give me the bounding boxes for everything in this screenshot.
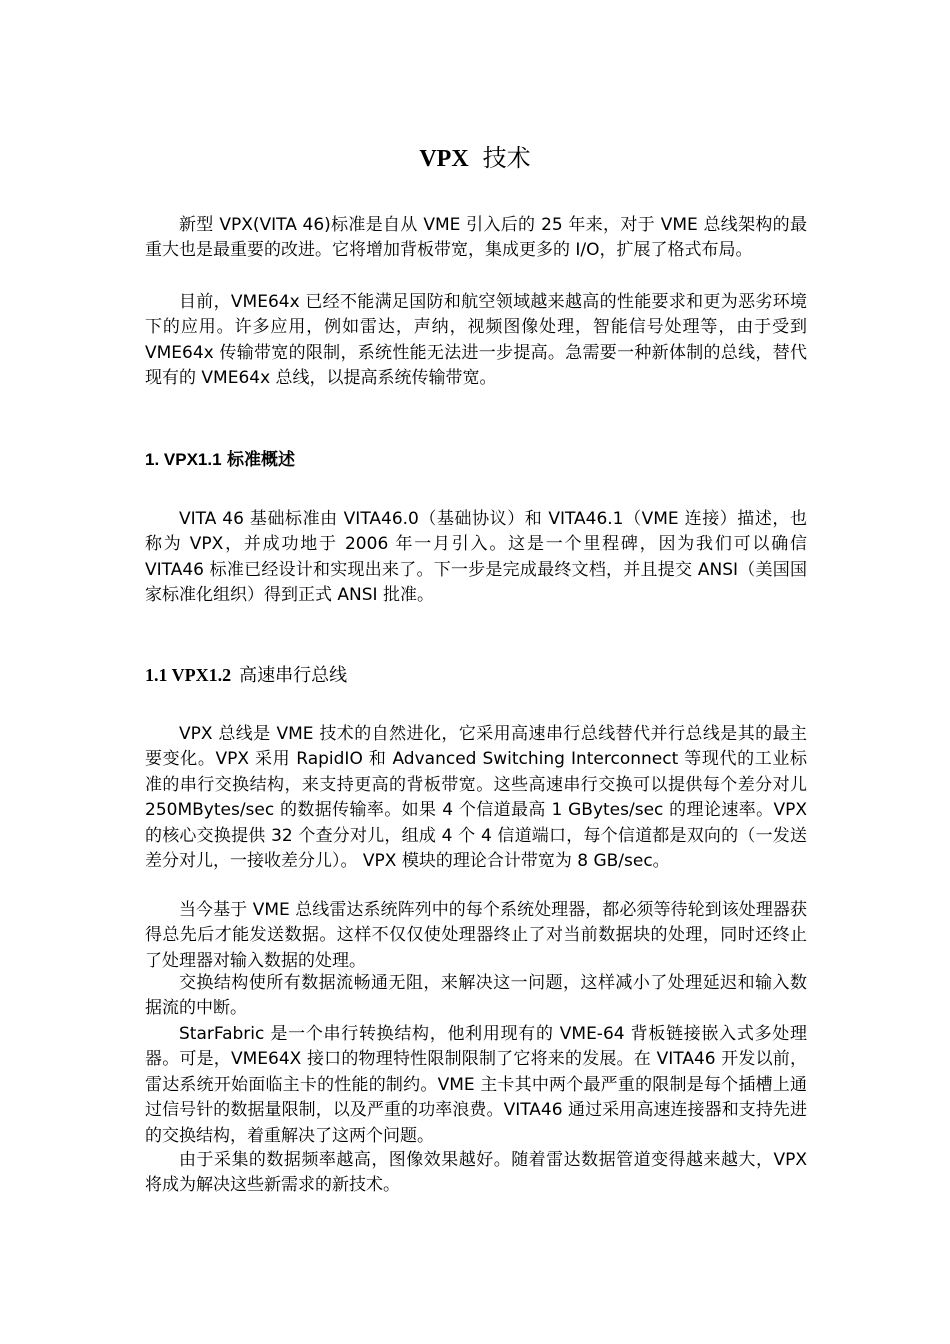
section-1-1-paragraph-4: StarFabric 是一个串行转换结构，他利用现有的 VME-64 背板链接嵌入式多处理器。可是，VME64X 接口的物理特性限制限制了它将来的发展。在 VITA46 开发以前，雷达系统开始面临主卡的性能的制约。VME 主卡其中两个最严重的限制是每个插槽上通过信号针的数据量限制，以及严重的功率浪费。VITA46 通过采用高速连接器和支持先进的交换结构，着重解决了这两个问题。 bbox=[145, 1024, 807, 1146]
section-1-1-paragraph-1: VPX 总线是 VME 技术的自然进化，它采用高速串行总线替代并行总线是其的最主要变化。VPX 采用 RapidIO 和 Advanced Switching Interconnect 等现代的工业标准的串行交换结构，来支持更高的背板带宽。这些高速串行交换可以提供每个差分对儿 250MBytes/sec 的数据传输率。如果 4 个信道最高 1 GBytes/sec 的理论速率。VPX 的核心交换提供 32 个查分对儿，组成 4 个 4 信道端口，每个信道都是双向的（一发送差分对儿，一接收差分儿）。 VPX 模块的理论合计带宽为 8 GB/sec。 bbox=[145, 724, 807, 872]
intro-paragraph-2: 目前，VME64x 已经不能满足国防和航空领域越来越高的性能要求和更为恶劣环境下的应用。许多应用，例如雷达，声纳，视频图像处理，智能信号处理等，由于受到 VME64x 传输带宽的限制，系统性能无法进一步提高。急需要一种新体制的总线，替代现有的 VME64x 总线，以提高系统传输带宽。 bbox=[145, 292, 807, 389]
section-1-1-paragraph-2: 当今基于 VME 总线雷达系统阵列中的每个系统处理器，都必须等待轮到该处理器获得总先后才能发送数据。这样不仅仅使处理器终止了对当前数据块的处理，同时还终止了处理器对输入数据的处理。 bbox=[145, 900, 807, 971]
document-title bbox=[0, 141, 950, 176]
section-1-1-paragraph-5: 由于采集的数据频率越高，图像效果越好。随着雷达数据管道变得越来越大，VPX 将成为解决这些新需求的新技术。 bbox=[145, 1150, 807, 1196]
section-1-number: 1. VPX1.1 bbox=[145, 450, 222, 469]
section-1-title: 标准概述 bbox=[226, 450, 295, 470]
section-1-1-heading bbox=[145, 662, 347, 689]
intro-paragraph-1: 新型 VPX(VITA 46)标准是自从 VME 引入后的 25 年来，对于 VME 总线架构的最重大也是最重要的改进。它将增加背板带宽，集成更多的 I/O，扩展了格式布局。 bbox=[145, 215, 807, 261]
section-1-heading bbox=[145, 448, 295, 472]
section-1-1-number: 1.1 VPX1.2 bbox=[145, 665, 232, 685]
section-1-paragraph-1: VITA 46 基础标准由 VITA46.0（基础协议）和 VITA46.1（VME 连接）描述，也称为 VPX，并成功地于 2006 年一月引入。这是一个里程碑，因为我们可以确信 VITA46 标准已经设计和实现出来了。下一步是完成最终文档，并且提交 ANSI（美国国家标准化组织）得到正式 ANSI 批准。 bbox=[145, 509, 807, 606]
section-1-1-paragraph-3: 交换结构使所有数据流畅通无阻，来解决这一问题，这样减小了处理延迟和输入数据流的中断。 bbox=[145, 973, 807, 1019]
title-chinese: 技术 bbox=[482, 144, 531, 172]
section-1-1-title: 高速串行总线 bbox=[239, 665, 348, 686]
title-english: VPX bbox=[419, 146, 469, 172]
